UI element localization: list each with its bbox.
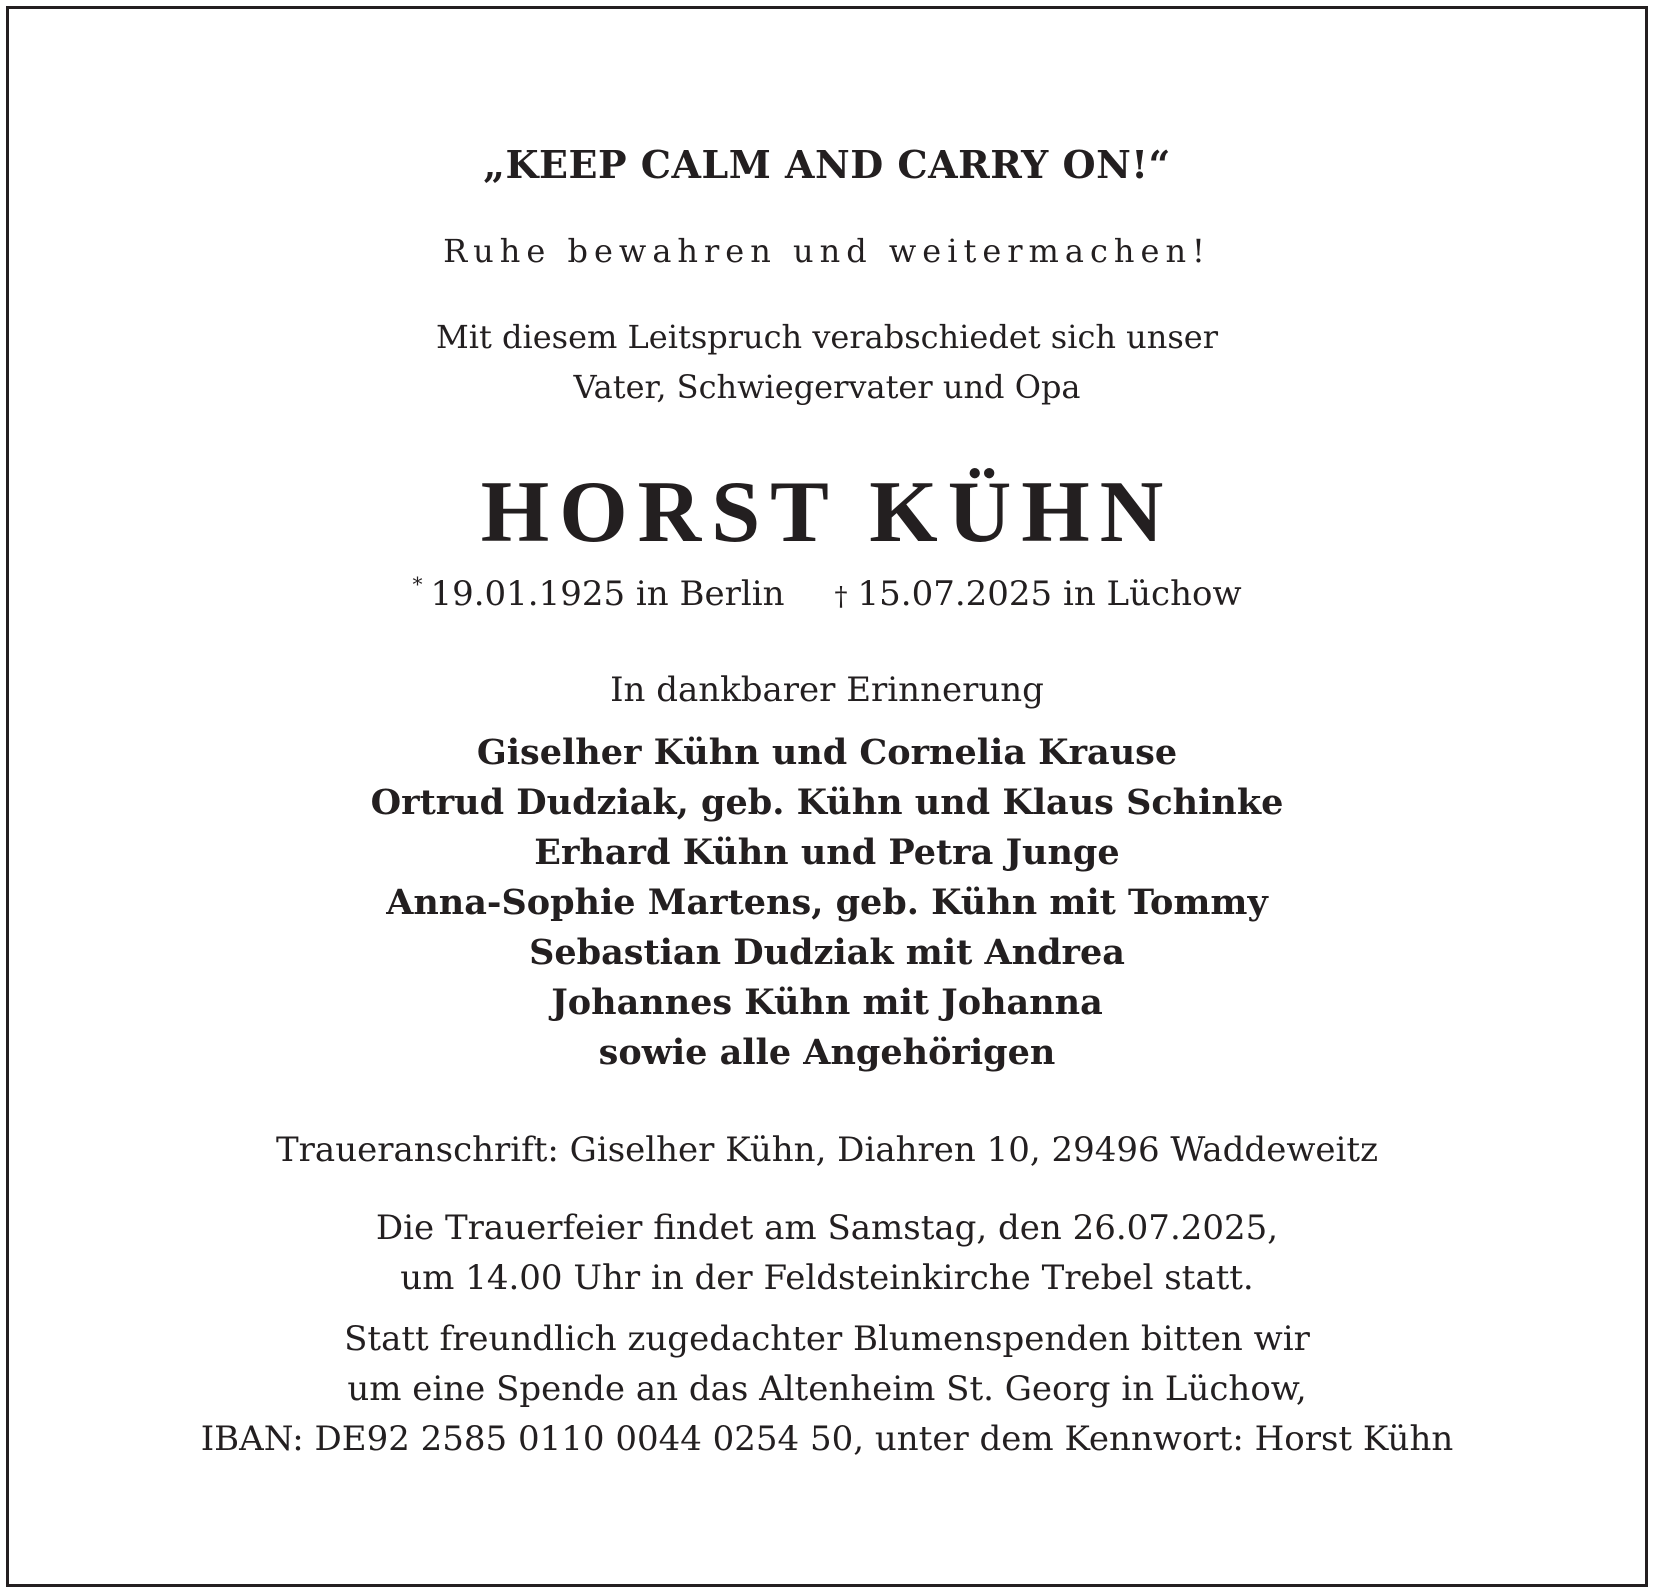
mourning-address: Traueranschrift: Giselher Kühn, Diahren 10, 29496 Waddeweitz: [276, 1130, 1378, 1170]
motto-translation: Ruhe bewahren und weitermachen!: [443, 232, 1211, 270]
death-date: [835, 574, 1242, 614]
mourner-line: Johannes Kühn mit Johanna: [551, 982, 1103, 1023]
mourner-line: Giselher Kühn und Cornelia Krause: [476, 732, 1178, 773]
intro-line: Mit diesem Leitspruch verabschiedet sich unser: [435, 318, 1219, 356]
mourner-line: sowie alle Angehörigen: [598, 1032, 1056, 1073]
mourner-line: Sebastian Dudziak mit Andrea: [529, 932, 1125, 973]
donation-line: IBAN: DE92 2585 0110 0044 0254 50, unter dem Kennwort: Horst Kühn: [200, 1419, 1454, 1459]
mourner-line: Erhard Kühn und Petra Junge: [534, 832, 1120, 873]
donation-line: Statt freundlich zugedachter Blumenspenden bitten wir: [344, 1319, 1310, 1359]
life-dates: [0, 572, 1654, 614]
donation-line: um eine Spende an das Altenheim St. Georg in Lüchow,: [347, 1369, 1307, 1409]
motto-heading: „KEEP CALM AND CARRY ON!“: [483, 142, 1171, 187]
birth-text: 19.01.1925 in Berlin: [430, 574, 785, 614]
death-text: 15.07.2025 in Lüchow: [857, 574, 1242, 614]
birth-date: [412, 572, 784, 614]
funeral-info-line: um 14.00 Uhr in der Feldsteinkirche Trebel statt.: [400, 1258, 1254, 1298]
mourner-line: Ortrud Dudziak, geb. Kühn und Klaus Schinke: [370, 782, 1284, 823]
memory-line: In dankbarer Erinnerung: [610, 670, 1044, 710]
mourner-line: Anna-Sophie Martens, geb. Kühn mit Tommy: [386, 882, 1268, 923]
birth-star-icon: *: [412, 572, 423, 596]
intro-line: Vater, Schwiegervater und Opa: [573, 368, 1081, 406]
death-cross-icon: †: [834, 582, 848, 612]
funeral-info-line: Die Trauerfeier findet am Samstag, den 26.07.2025,: [375, 1208, 1279, 1248]
deceased-name: HORST KÜHN: [480, 464, 1174, 561]
